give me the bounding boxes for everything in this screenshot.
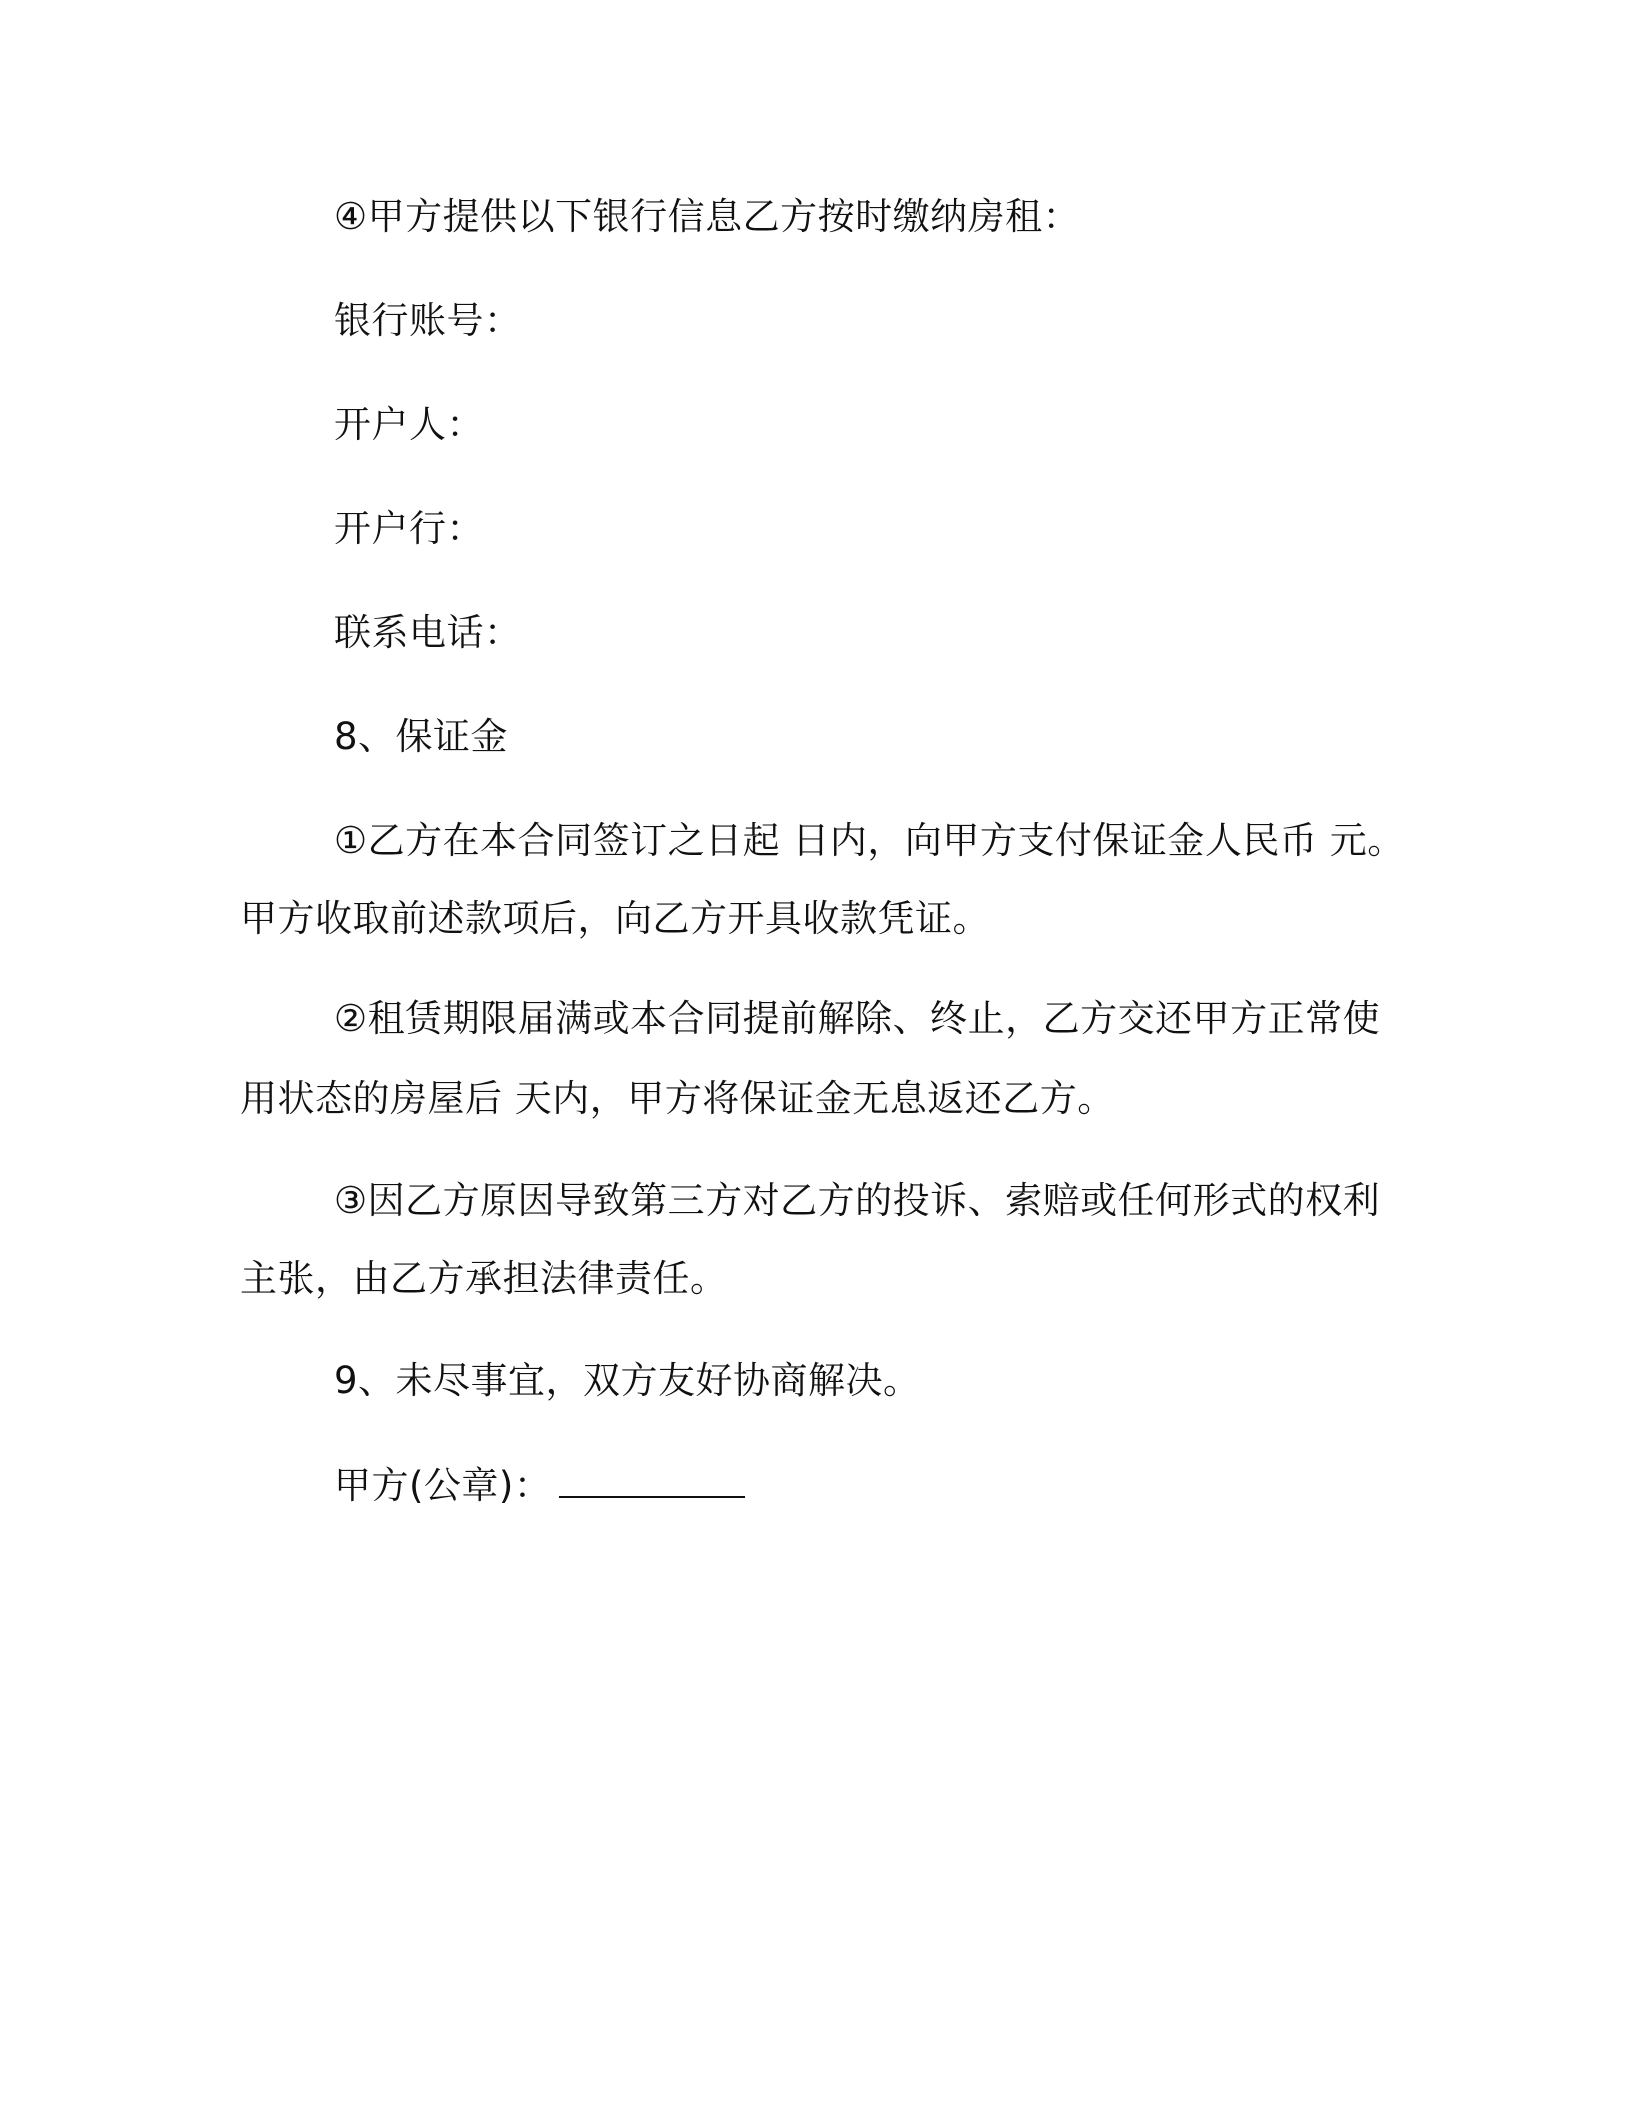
deposit-clause-1-line-1: ①乙方在本合同签订之日起 日内，向甲方支付保证金人民币 元。: [334, 819, 1405, 862]
bank-branch-label: 开户行：: [334, 507, 484, 550]
bank-info-clause: ④甲方提供以下银行信息乙方按时缴纳房租：: [334, 195, 1081, 238]
deposit-clause-1-line-2: 甲方收取前述款项后，向乙方开具收款凭证。: [240, 897, 990, 940]
bank-account-label: 银行账号：: [334, 299, 522, 342]
party-a-seal-label: 甲方(公章)：: [334, 1464, 552, 1507]
contact-phone-label: 联系电话：: [334, 611, 522, 654]
deposit-clause-2-line-1: ②租赁期限届满或本合同提前解除、终止，乙方交还甲方正常使: [334, 997, 1381, 1040]
deposit-clause-3-line-1: ③因乙方原因导致第三方对乙方的投诉、索赔或任何形式的权利: [334, 1179, 1381, 1222]
account-holder-label: 开户人：: [334, 403, 484, 446]
signature-blank: [559, 1466, 745, 1498]
section-9-clause: 9、未尽事宜，双方友好协商解决。: [334, 1359, 921, 1402]
deposit-clause-2-line-2: 用状态的房屋后 天内，甲方将保证金无息返还乙方。: [240, 1077, 1115, 1120]
deposit-clause-3-line-2: 主张，由乙方承担法律责任。: [240, 1257, 728, 1300]
party-a-signature-line: [334, 1464, 745, 1507]
section-heading-deposit: 8、保证金: [334, 715, 509, 758]
